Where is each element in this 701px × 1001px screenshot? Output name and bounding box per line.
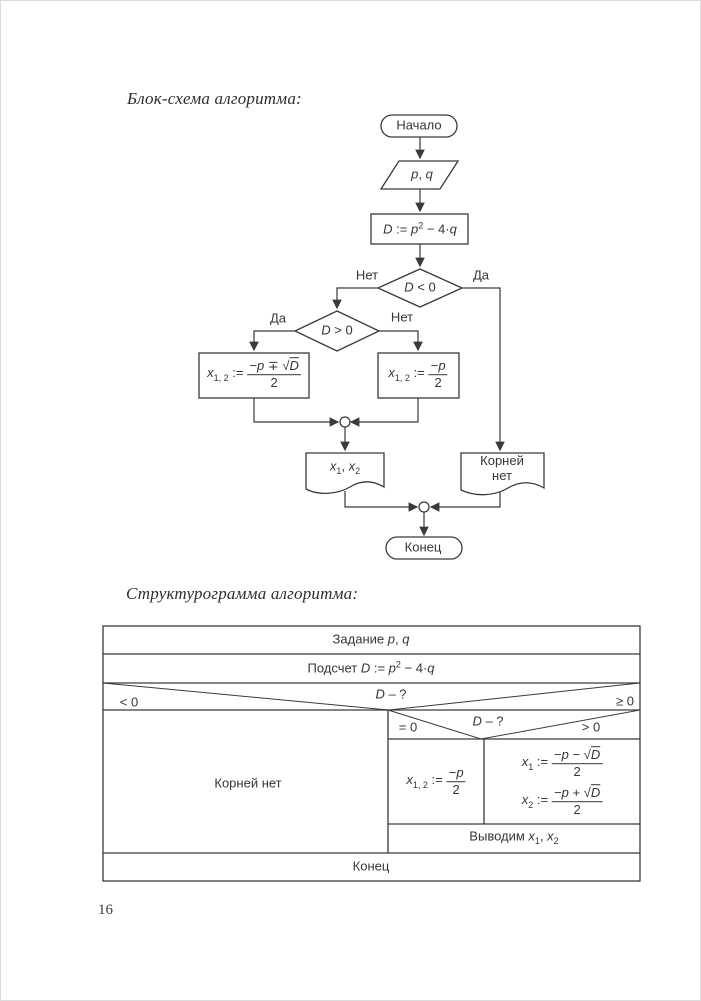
decision-diagonals-inner (388, 710, 640, 739)
fraction-denominator: 2 (573, 802, 581, 818)
fraction-denominator: 2 (434, 375, 442, 391)
diagram-canvas (1, 1, 701, 1001)
formula-lhs: $x_{1, 2}$ := (388, 365, 425, 384)
fraction (552, 748, 602, 780)
sg-row-compute: Подсчет D := $p^2 - 4\cdot q$ (307, 659, 435, 676)
sg-formula-x12 (406, 766, 465, 798)
branch-label-no-2: Нет (390, 309, 414, 325)
fraction-numerator: −p + √D (552, 786, 602, 802)
fraction-numerator: −p (429, 359, 448, 375)
arrow-cond2-no (379, 331, 418, 350)
fraction (552, 786, 602, 818)
sg-row-task: Задание p, q (332, 631, 410, 647)
connector-circle-1 (340, 417, 350, 427)
process-roots-general-label (207, 359, 301, 391)
arrow-cond1-yes (462, 288, 500, 450)
fraction-numerator: −p − √D (552, 748, 602, 764)
sg-formula-x1 (522, 748, 603, 780)
decision-diagonals-outer (103, 683, 640, 710)
arrow-f1-to-merge1 (254, 398, 338, 422)
sg-cond2-left: = 0 (398, 719, 418, 735)
fraction (447, 766, 466, 798)
fraction-denominator: 2 (452, 782, 460, 798)
sg-cond2-label: D – ? (472, 713, 504, 729)
fraction-numerator: −p (447, 766, 466, 782)
decision-d-less-0-label: D < 0 (404, 279, 436, 295)
sg-cond1-right: ≥ 0 (616, 693, 634, 709)
sg-formula-x2 (522, 786, 603, 818)
page-number: 16 (98, 902, 113, 918)
input-parallelogram-label: p, q (411, 166, 433, 182)
sg-cond1-label: D – ? (375, 686, 407, 702)
document-roots-label: $x_1$, $x_2$ (329, 458, 361, 477)
compute-process-label: D := $p^2 - 4\cdot q$ (383, 220, 457, 237)
branch-label-no-1: Нет (355, 267, 379, 283)
start-terminator-label: Начало (396, 117, 442, 133)
branch-label-yes-2: Да (269, 310, 287, 326)
formula-lhs: $x_{1, 2}$ := (207, 365, 244, 384)
sg-no-roots-cell: Корней нет (214, 775, 282, 791)
fraction (429, 359, 448, 391)
arrow-cond1-no (337, 288, 378, 308)
sg-cond1-left: < 0 (119, 694, 139, 710)
branch-label-yes-1: Да (472, 267, 490, 283)
arrow-f2-to-merge1 (351, 398, 418, 422)
fraction-denominator: 2 (270, 375, 278, 391)
connector-circle-2 (419, 502, 429, 512)
arrow-output-to-merge2 (345, 491, 417, 507)
formula-lhs: $x_2$ := (521, 792, 549, 811)
fraction-denominator: 2 (573, 764, 581, 780)
structogram-heading: Структурограмма алгоритма: (126, 584, 359, 603)
fraction-numerator: −p ∓ √D (247, 359, 300, 375)
flowchart-heading: Блок-схема алгоритма: (127, 89, 302, 108)
formula-lhs: $x_1$ := (521, 754, 549, 773)
document-no-roots-label: Корней нет (480, 453, 524, 483)
fraction (247, 359, 300, 391)
sg-cond2-right: > 0 (581, 719, 601, 735)
end-terminator-label: Конец (404, 539, 442, 555)
decision-d-greater-0-label: D > 0 (321, 322, 353, 338)
sg-output-row: Выводим $x_1$, $x_2$ (469, 828, 559, 847)
sg-end-row: Конец (352, 858, 390, 874)
formula-lhs: $x_{1, 2}$ := (406, 772, 443, 791)
process-roots-equal-label (388, 359, 447, 391)
arrow-cond2-yes (254, 331, 295, 350)
